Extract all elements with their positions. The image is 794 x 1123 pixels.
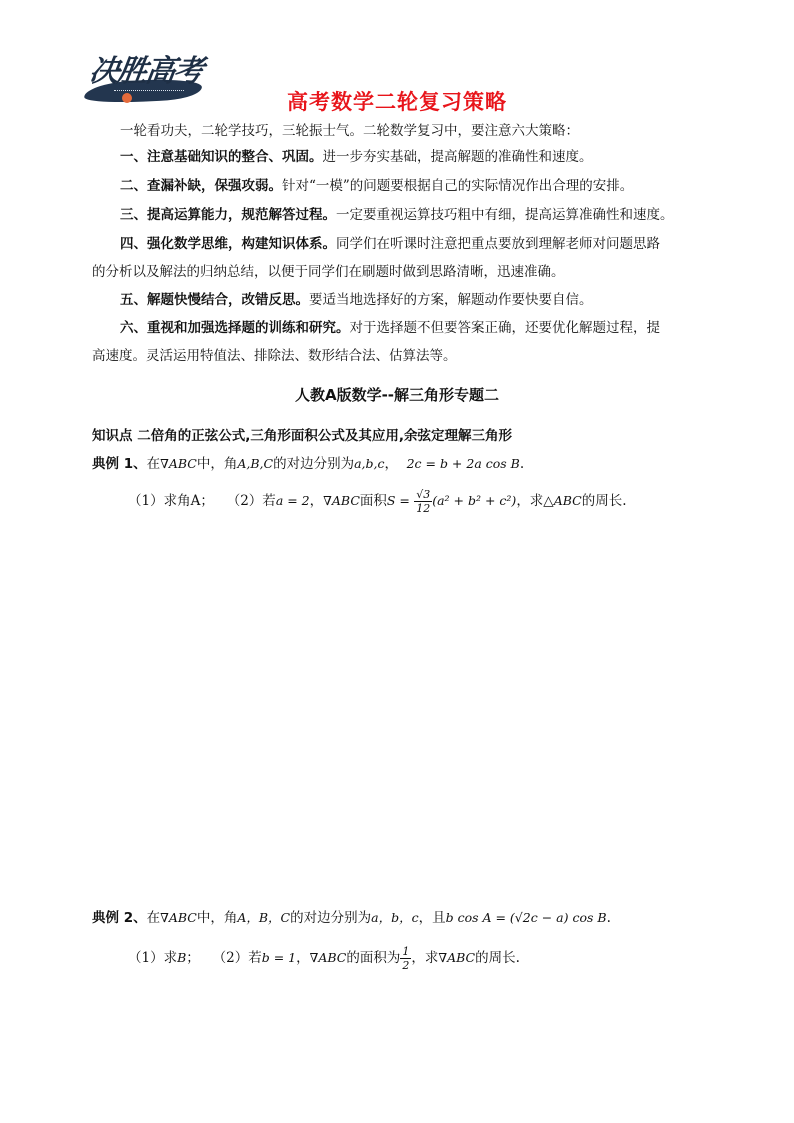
example-2-text: 的对边分别为 — [290, 910, 372, 926]
section-subtitle: 人教A版数学--解三角形专题二 — [294, 386, 500, 404]
example-1-text: ， — [309, 493, 324, 509]
example-1-text: 的周长. — [581, 493, 627, 509]
example-1-label: 典例 1、 — [92, 456, 147, 472]
example-2-condition: b = 1 — [261, 950, 297, 965]
page-title: 高考数学二轮复习策略 — [287, 90, 507, 114]
example-2-triangle: ∇ABC — [160, 910, 197, 925]
intro-paragraph: 一轮看功夫，二轮学技巧，三轮振士气。二轮数学复习中，要注意六大策略： — [120, 123, 579, 139]
example-1-condition: a = 2 — [275, 493, 310, 508]
strategy-1 — [120, 144, 740, 170]
example-2-triangle: ∇ABC — [309, 950, 347, 965]
example-1-sides: a,b,c — [354, 456, 385, 471]
strategy-1-text: 进一步夯实基础，提高解题的准确性和速度。 — [322, 149, 593, 165]
example-1-area-rhs: (a² + b² + c²) — [432, 493, 517, 508]
strategy-1-heading: 一、注意基础知识的整合、巩固。 — [120, 149, 323, 165]
example-2-label: 典例 2、 — [92, 910, 147, 926]
strategy-4-text: 同学们在听课时注意把重点要放到理解老师对问题思路 — [336, 236, 660, 252]
example-2-text: ，求 — [411, 950, 439, 966]
example-2 — [92, 906, 611, 926]
strategy-6-heading: 六、重视和加强选择题的训练和研究。 — [120, 320, 350, 336]
example-2-questions — [128, 945, 520, 972]
example-2-text: ； — [186, 950, 200, 966]
example-2-area-fraction — [400, 945, 411, 972]
strategy-6 — [120, 315, 740, 341]
example-1 — [92, 452, 524, 472]
example-2-text: . — [606, 910, 611, 926]
example-2-text: ， — [296, 950, 310, 966]
example-2-text: 的周长. — [475, 950, 520, 966]
example-2-triangle: ∇ABC — [438, 950, 476, 965]
example-1-triangle: ∇ABC — [323, 493, 360, 508]
logo-text: 决胜高考 — [87, 54, 204, 89]
strategy-2 — [120, 173, 740, 199]
example-2-text: 在 — [146, 910, 161, 926]
strategy-6-continued: 高速度。灵活运用特值法、排除法、数形结合法、估算法等。 — [92, 348, 457, 364]
example-2-text: 中，角 — [196, 910, 238, 926]
strategy-5-heading: 五、解题快慢结合，改错反思。 — [120, 292, 309, 308]
example-1-area-fraction — [414, 488, 432, 515]
example-2-sides: a，b，c — [371, 910, 419, 925]
fraction-numerator: √3 — [416, 488, 431, 501]
example-1-text: . — [519, 456, 525, 472]
example-1-equation: 2c = b + 2a cos B — [406, 456, 520, 471]
example-1-question-1: （1）求角A； — [128, 493, 214, 509]
knowledge-point: 知识点 二倍角的正弦公式,三角形面积公式及其应用,余弦定理解三角形 — [92, 428, 512, 444]
example-2-equation: b cos A = (√2c − a) cos B — [445, 910, 607, 925]
example-1-questions — [128, 488, 627, 515]
example-1-text: ，求△ — [516, 493, 554, 509]
example-2-question-2: （2）若 — [212, 950, 262, 966]
example-1-triangle: ABC — [553, 493, 582, 508]
example-2-text: ，且 — [418, 910, 446, 926]
strategy-5-text: 要适当地选择好的方案，解题动作要快要自信。 — [309, 292, 593, 308]
example-1-text: 在 — [146, 456, 161, 472]
example-2-angle-b: B — [177, 950, 187, 965]
strategy-5 — [120, 287, 740, 313]
example-1-text: 的对边分别为 — [273, 456, 355, 472]
example-2-question-1: （1）求 — [128, 950, 178, 966]
example-1-question-2: （2）若 — [226, 493, 276, 509]
example-1-area-lhs: S = — [386, 493, 410, 508]
strategy-2-heading: 二、查漏补缺，保强攻弱。 — [120, 178, 282, 194]
strategy-3-text: 一定要重视运算技巧粗中有细，提高运算准确性和速度。 — [336, 207, 674, 223]
strategy-3-heading: 三、提高运算能力，规范解答过程。 — [120, 207, 336, 223]
strategy-4-heading: 四、强化数学思维，构建知识体系。 — [120, 236, 336, 252]
fraction-numerator: 1 — [402, 945, 410, 958]
strategy-3 — [120, 202, 740, 228]
strategy-4-continued: 的分析以及解法的归纳总结，以便于同学们在刷题时做到思路清晰，迅速准确。 — [92, 264, 565, 280]
strategy-4 — [120, 231, 740, 257]
example-1-text: 面积 — [359, 493, 387, 509]
example-1-text: ， — [384, 456, 398, 472]
example-1-angles: A,B,C — [237, 456, 274, 471]
example-1-text: 中，角 — [196, 456, 238, 472]
example-2-angles: A，B，C — [237, 910, 291, 925]
strategy-6-text: 对于选择题不但要答案正确，还要优化解题过程，提 — [349, 320, 660, 336]
fraction-denominator: 12 — [416, 502, 431, 515]
example-1-triangle: ∇ABC — [160, 456, 197, 471]
fraction-denominator: 2 — [402, 959, 410, 972]
example-2-text: 的面积为 — [346, 950, 401, 966]
strategy-2-text: 针对“一模”的问题要根据自己的实际情况作出合理的安排。 — [282, 178, 634, 194]
